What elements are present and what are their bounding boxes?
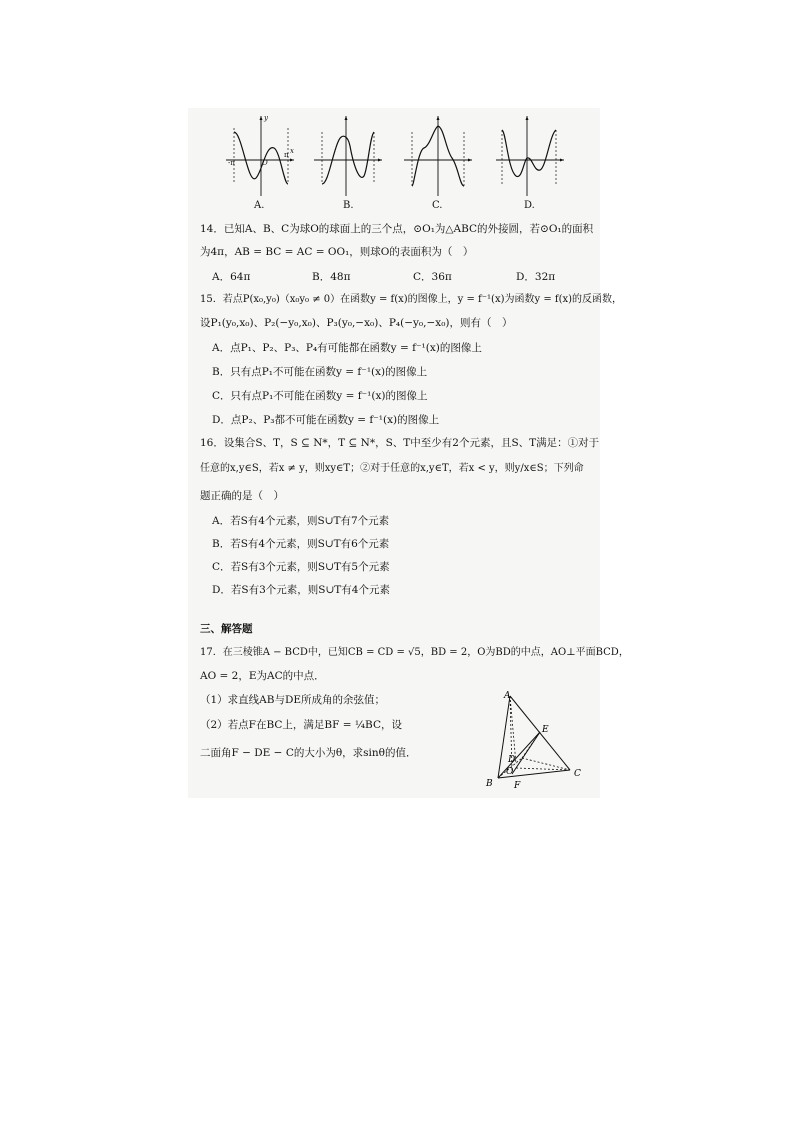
q14-option-c: C．36π — [413, 271, 452, 283]
q16-option-b: B．若S有4个元素，则S∪T有6个元素 — [212, 538, 390, 550]
graph-axis-y: y — [264, 114, 268, 122]
graph-neg-pi: -π — [228, 159, 235, 167]
q16-line2: 任意的x,y∈S，若x ≠ y，则xy∈T；②对于任意的x,y∈T，若x < y，则y/x∈S；下列命 — [200, 463, 584, 474]
q14-line1: 14．已知A、B、C为球O的球面上的三个点，⊙O₁为△ABC的外接圆，若⊙O₁的面积 — [200, 223, 594, 235]
graph-d — [494, 112, 566, 198]
graph-label-a: A. — [254, 200, 265, 211]
fig-label-o: O — [506, 767, 514, 777]
q15-line2: 设P₁(y₀,x₀)、P₂(−y₀,x₀)、P₃(y₀,−x₀)、P₄(−y₀,−x₀)，则有（ ） — [200, 317, 513, 329]
graph-pos-pi: π — [284, 151, 289, 159]
fig-label-b: B — [486, 779, 493, 789]
section-heading: 三、解答题 — [200, 623, 253, 635]
q16-line3: 题正确的是（ ） — [200, 490, 284, 502]
graph-label-d: D. — [524, 200, 535, 211]
fig-label-d: D — [508, 755, 516, 765]
q14-option-d: D．32π — [516, 271, 556, 283]
q15-option-d: D．点P₂、P₃都不可能在函数y = f⁻¹(x)的图像上 — [212, 414, 440, 426]
graph-c — [402, 112, 474, 198]
q15-line1: 15．若点P(x₀,y₀)（x₀y₀ ≠ 0）在函数y = f(x)的图像上，y = f⁻¹(x)为函数y = f(x)的反函数， — [200, 294, 623, 305]
q16-line1: 16．设集合S、T，S ⊆ N*，T ⊆ N*，S、T中至少有2个元素，且S、T满足：①对于 — [200, 437, 600, 449]
fig-label-a: A — [504, 691, 511, 701]
graph-b — [312, 112, 384, 198]
q14-option-a: A．64π — [212, 271, 251, 283]
q14-line2: 为4π，AB = BC = AC = OO₁，则球O的表面积为（ ） — [200, 246, 474, 258]
q17-line1: 17．在三棱锥A − BCD中，已知CB = CD = √5，BD = 2，O为BD的中点，AO⊥平面BCD， — [200, 647, 629, 658]
q15-option-a: A．点P₁、P₂、P₃、P₄有可能都在函数y = f⁻¹(x)的图像上 — [212, 342, 482, 354]
q15-option-b: B．只有点P₁不可能在函数y = f⁻¹(x)的图像上 — [212, 366, 428, 378]
graph-label-c: C. — [432, 200, 443, 211]
q16-option-d: D．若S有3个元素，则S∪T有4个元素 — [212, 584, 390, 596]
q16-option-c: C．若S有3个元素，则S∪T有5个元素 — [212, 561, 390, 573]
q17-part2: （2）若点F在BC上，满足BF = ¼BC，设 — [200, 719, 403, 731]
q14-option-b: B．48π — [312, 271, 351, 283]
q16-option-a: A．若S有4个元素，则S∪T有7个元素 — [212, 515, 390, 527]
tetrahedron-figure — [484, 688, 588, 792]
q17-line2: AO = 2，E为AC的中点． — [200, 670, 325, 682]
fig-label-e: E — [542, 725, 549, 735]
q17-part3: 二面角F − DE − C的大小为θ，求sinθ的值． — [200, 747, 417, 759]
q15-option-c: C．只有点P₁不可能在函数y = f⁻¹(x)的图像上 — [212, 390, 428, 402]
graph-label-b: B. — [343, 200, 354, 211]
fig-label-c: C — [574, 769, 581, 779]
q17-part1: （1）求直线AB与DE所成角的余弦值； — [200, 694, 386, 706]
graph-axis-x: x — [290, 147, 294, 155]
graph-origin: O — [262, 159, 268, 167]
fig-label-f: F — [514, 781, 521, 791]
